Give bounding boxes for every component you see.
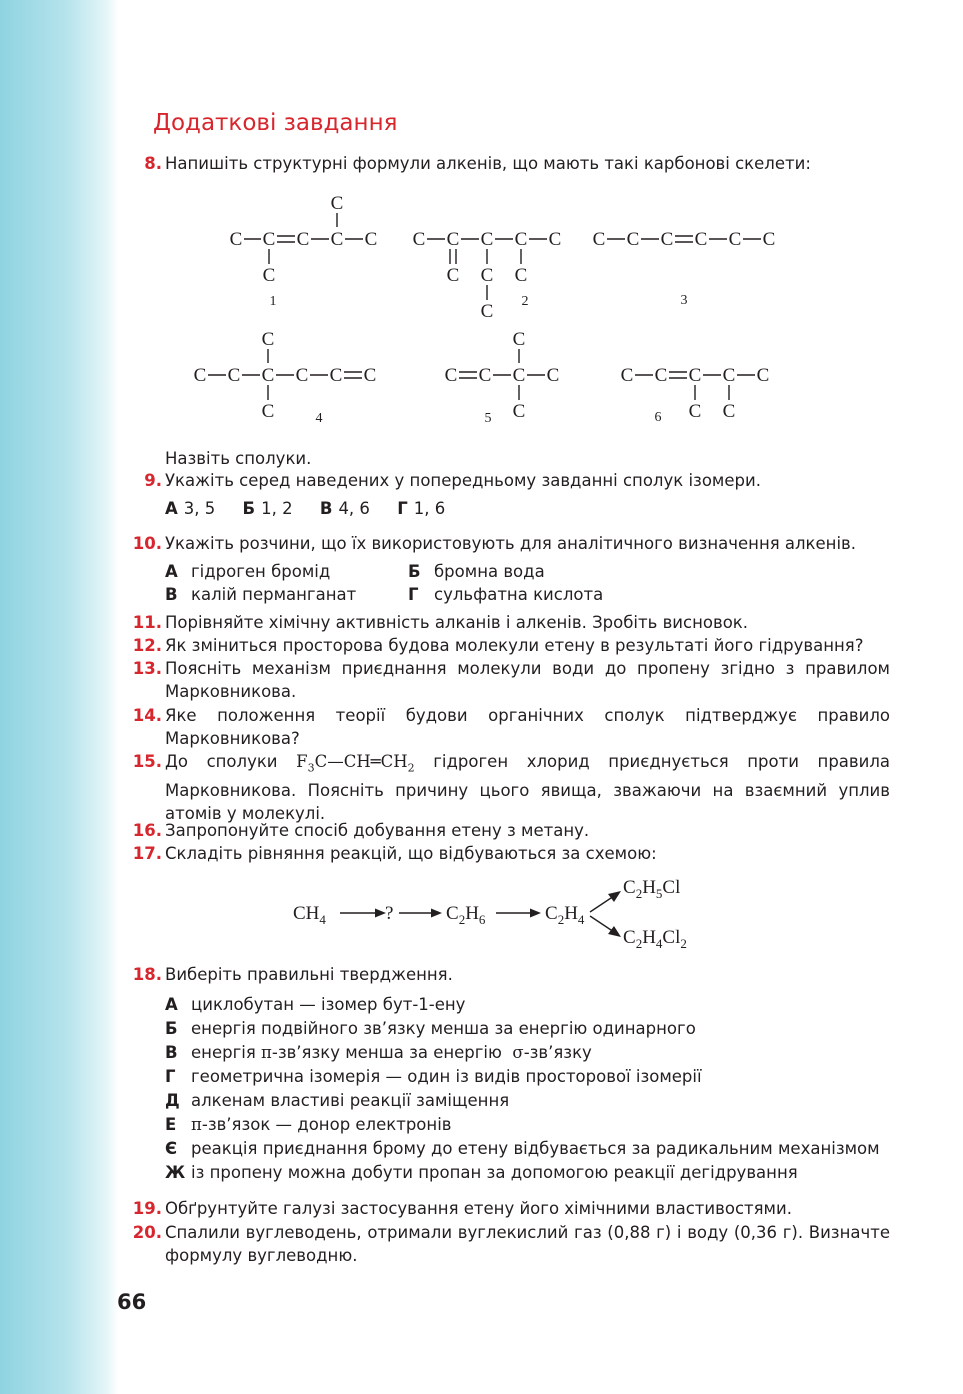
option-value: бромна вода (434, 562, 545, 581)
task-number: 8. (144, 154, 162, 173)
skeleton-6 (621, 365, 770, 425)
structure-label: 1 (269, 294, 277, 309)
task-9-options (165, 497, 467, 520)
structure-label: 3 (680, 293, 688, 308)
task-number: 20. (132, 1223, 162, 1242)
option-letter: Г (397, 499, 408, 518)
option-value: сульфатна кислота (434, 585, 604, 604)
atom: C (296, 229, 310, 250)
atom: C (329, 365, 343, 386)
task-number: 15. (132, 752, 162, 771)
atom: C (478, 365, 492, 386)
formula-f3c-ch-ch2: $F_3C—CH═CH_2$ (296, 752, 415, 775)
option-g (408, 583, 603, 606)
skeleton-1 (230, 193, 378, 309)
task-12 (132, 634, 890, 657)
structure-label: 6 (654, 410, 662, 425)
atom: C (261, 365, 275, 386)
atom: C (514, 265, 528, 286)
option-value: 4, 6 (338, 499, 370, 518)
atom: C (229, 229, 243, 250)
atom: C (694, 229, 708, 250)
atom: C (480, 229, 494, 250)
task-8-followup: Назвіть сполуки. (165, 449, 312, 468)
formula-unknown: ? (385, 903, 394, 924)
option-value: 1, 2 (261, 499, 293, 518)
formula-c2h5cl: $C_2H_5Cl$ (623, 877, 681, 901)
structure-label: 2 (521, 294, 529, 309)
task-18 (132, 963, 890, 986)
task-number: 12. (132, 636, 162, 655)
statement: Є реакція приєднання брому до етену відбувається за радикальним механізмом (165, 1139, 880, 1158)
skeleton-4 (194, 329, 377, 426)
option-letter: В (319, 499, 333, 518)
atom: C (762, 229, 776, 250)
atom: C (512, 329, 526, 350)
atom: C (660, 229, 674, 250)
statement: Е π-зв’язок — донор електронів (165, 1115, 452, 1134)
atom: C (688, 365, 702, 386)
atom: C (262, 265, 276, 286)
task-18-statements (165, 993, 880, 1185)
task-number: 10. (132, 534, 162, 553)
statement: Б енергія подвійного зв’язку менша за енергію одинарного (165, 1019, 696, 1038)
atom: C (364, 229, 378, 250)
task-15 (132, 750, 891, 825)
option-v (320, 499, 370, 518)
task-14 (132, 704, 890, 750)
atom: C (514, 229, 528, 250)
atom: C (728, 229, 742, 250)
option-letter: Г (408, 585, 419, 604)
task-19 (132, 1197, 890, 1220)
formula-c2h6: $C_2H_6$ (446, 903, 486, 927)
option-b (408, 560, 545, 583)
atom: C (512, 401, 526, 422)
task-text: Обґрунтуйте галузі застосування етену його хімічними властивостями. (165, 1199, 792, 1218)
option-v (165, 583, 356, 606)
atom: C (722, 401, 736, 422)
atom: C (227, 365, 241, 386)
task-number: 17. (132, 844, 162, 863)
task-text: Яке положення теорії будови органічних сполук підтверджує правило Марковникова? (165, 706, 890, 748)
task-17 (132, 842, 890, 865)
task-number: 16. (132, 821, 162, 840)
atom: C (295, 365, 309, 386)
task-text: Як зміниться просторова будова молекули етену в результаті його гідрування? (165, 636, 864, 655)
option-value: 3, 5 (183, 499, 216, 518)
atom: C (261, 401, 275, 422)
statement: В енергія π-зв’язку менша за енергію σ-зв’язку (165, 1043, 592, 1062)
statement: Г геометрична ізомерія — один із видів просторової ізомерії (165, 1067, 702, 1086)
option-value: калій перманганат (191, 585, 357, 604)
option-a (165, 499, 215, 518)
task-text: Поясніть механізм приєднання молекули води до пропену згідно з правилом Марковникова. (165, 659, 890, 701)
option-g (397, 499, 445, 518)
statement: А циклобутан — ізомер бут-1-ену (165, 995, 466, 1014)
atom: C (363, 365, 377, 386)
option-a (165, 560, 330, 583)
task-10 (132, 532, 890, 555)
option-letter: Б (242, 499, 256, 518)
atom: C (512, 365, 526, 386)
atom: C (546, 365, 560, 386)
reaction-scheme (293, 877, 687, 951)
option-value: гідроген бромід (191, 562, 331, 581)
atom: C (756, 365, 770, 386)
atom: C (620, 365, 634, 386)
skeleton-3 (593, 229, 776, 308)
atom: C (722, 365, 736, 386)
skeleton-5 (445, 329, 560, 426)
structure-label: 5 (484, 411, 492, 426)
task-number: 9. (144, 471, 162, 490)
option-b (243, 499, 293, 518)
atom: C (592, 229, 606, 250)
section-title: Додаткові завдання (153, 110, 398, 136)
option-letter: А (165, 499, 178, 518)
atom: C (262, 229, 276, 250)
atom: C (688, 401, 702, 422)
option-letter: Б (408, 562, 421, 581)
atom: C (480, 265, 494, 286)
atom: C (193, 365, 207, 386)
task-number: 19. (132, 1199, 162, 1218)
atom: C (480, 301, 494, 322)
atom: C (330, 193, 344, 214)
task-text: Запропонуйте спосіб добування етену з метану. (165, 821, 590, 840)
task-text: Виберіть правильні твердження. (165, 965, 453, 984)
task-11 (132, 611, 890, 634)
atom: C (330, 229, 344, 250)
atom: C (446, 265, 460, 286)
option-letter: В (165, 585, 178, 604)
task-text: Напишіть структурні формули алкенів, що мають такі карбонові скелети: (165, 154, 811, 173)
formula-c2h4cl2: $C_2H_4Cl_2$ (623, 927, 687, 951)
task-number: 14. (132, 706, 162, 725)
page-number: 66 (117, 1290, 147, 1314)
formula-ch4: $CH_4$ (293, 903, 326, 927)
atom: C (626, 229, 640, 250)
task-text: До сполуки $F_3C—CH═CH_2$ гідроген хлорид приєднується проти правила Марковникова. Поясніть причину цього явища, зважаючи на взаємний уплив атомів у молекулі. (165, 752, 891, 824)
option-letter: А (165, 562, 178, 581)
task-text: Укажіть серед наведених у попередньому завданні сполук ізомери. (165, 471, 761, 490)
task-16 (132, 819, 890, 842)
task-20 (132, 1221, 890, 1267)
formula-c2h4: $C_2H_4$ (545, 903, 585, 927)
statement: Ж із пропену можна добути пропан за допомогою реакції дегідрування (165, 1163, 798, 1182)
task-text: Складіть рівняння реакцій, що відбуваються за схемою: (165, 844, 657, 863)
statement: Д алкенам властиві реакції заміщення (165, 1091, 510, 1110)
atom: C (444, 365, 458, 386)
atom: C (261, 329, 275, 350)
structure-label: 4 (315, 411, 323, 426)
atom: C (446, 229, 460, 250)
task-text: Порівняйте хімічну активність алканів і алкенів. Зробіть висновок. (165, 613, 749, 632)
task-9 (144, 469, 890, 492)
option-value: 1, 6 (413, 499, 446, 518)
task-number: 13. (132, 659, 162, 678)
task-number: 11. (132, 613, 162, 632)
skeleton-2 (413, 229, 562, 322)
atom: C (548, 229, 562, 250)
task-13 (132, 657, 890, 703)
atom: C (412, 229, 426, 250)
task-text: Укажіть розчини, що їх використовують для аналітичного визначення алкенів. (165, 534, 857, 553)
task-text: Спалили вуглеводень, отримали вуглекислий газ (0,88 г) і воду (0,36 г). Визначте формулу вуглеводню. (165, 1223, 890, 1265)
atom: C (654, 365, 668, 386)
task-number: 18. (132, 965, 162, 984)
